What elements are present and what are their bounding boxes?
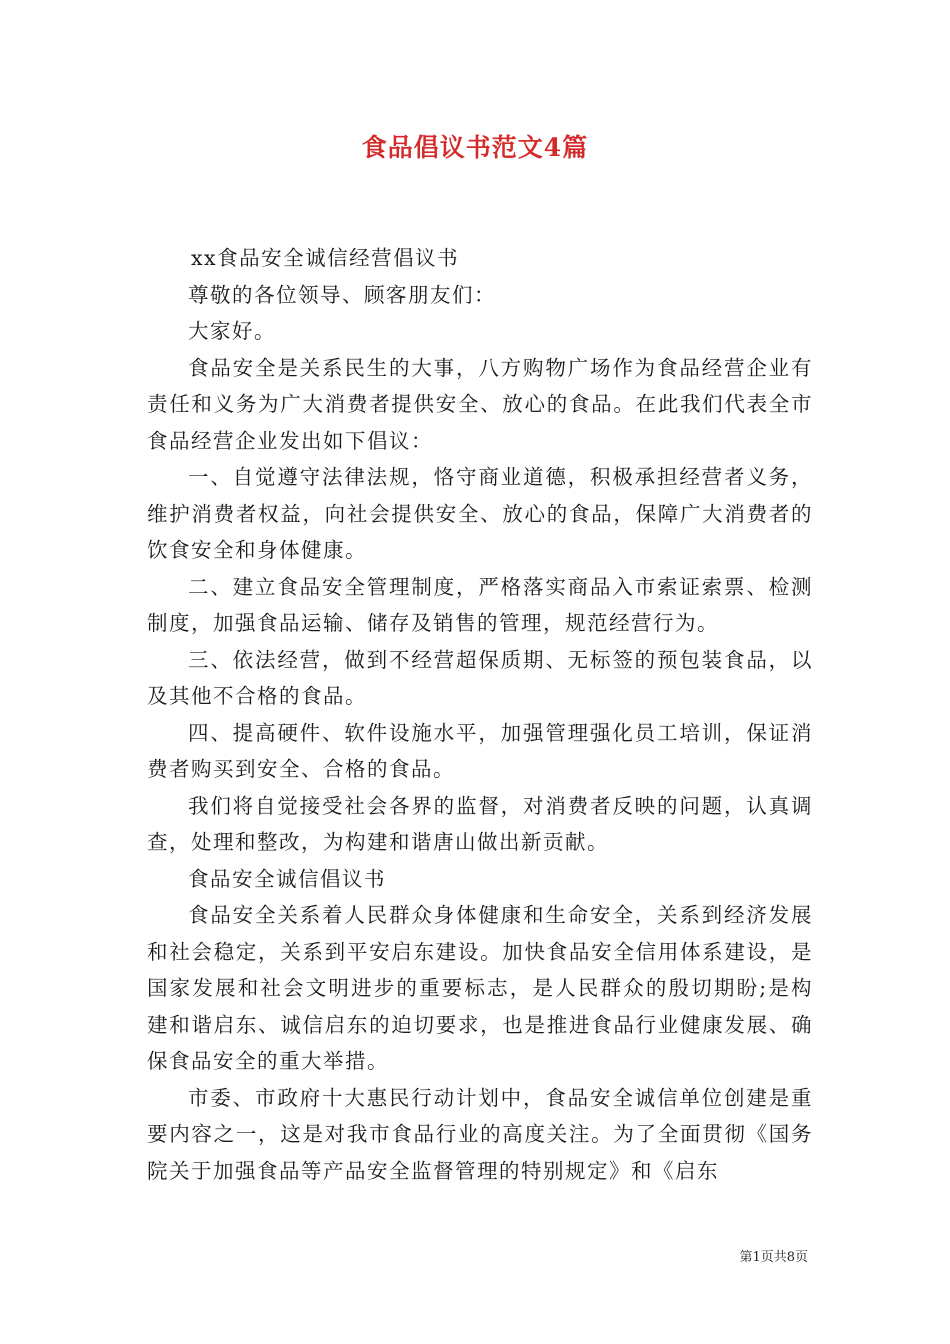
paragraph-salutation: 尊敬的各位领导、顾客朋友们： [188,282,496,307]
page-number: 第1页共8页 [739,1250,808,1265]
document-body [147,240,813,1189]
paragraph-greeting: 大家好。 [188,319,276,343]
document-title: 食品倡议书范文4篇 [361,133,589,162]
paragraph: 食品安全关系着人民群众身体健康和生命安全，关系到经济发展和社会稳定，关系到平安启东建设。加快食品安全信用体系建设，是国家发展和社会文明进步的重要标志，是人民群众的殷切期盼;是构建和谐启东、诚信启东的迫切要求，也是推进食品行业健康发展、确保食品安全的重大举措。 [147,903,813,1073]
paragraph: 食品安全是关系民生的大事，八方购物广场作为食品经营企业有责任和义务为广大消费者提供安全、放心的食品。在此我们代表全市食品经营企业发出如下倡议： [147,355,813,453]
paragraph: 我们将自觉接受社会各界的监督，对消费者反映的问题，认真调查，处理和整改，为构建和谐唐山做出新贡献。 [147,793,813,854]
paragraph-item-2: 二、建立食品安全管理制度，严格落实商品入市索证索票、检测制度，加强食品运输、储存及销售的管理，规范经营行为。 [147,574,813,635]
paragraph-heading-2: 食品安全诚信倡议书 [188,866,386,891]
paragraph-item-1: 一、自觉遵守法律法规，恪守商业道德，积极承担经营者义务，维护消费者权益，向社会提供安全、放心的食品，保障广大消费者的饮食安全和身体健康。 [147,465,813,562]
paragraph: 市委、市政府十大惠民行动计划中，食品安全诚信单位创建是重要内容之一，这是对我市食品行业的高度关注。为了全面贯彻《国务院关于加强食品等产品安全监督管理的特别规定》和《启东 [147,1085,813,1183]
paragraph-heading-1: xx食品安全诚信经营倡议书 [191,246,460,270]
paragraph-item-3: 三、依法经营，做到不经营超保质期、无标签的预包装食品，以及其他不合格的食品。 [147,647,813,708]
paragraph-item-4: 四、提高硬件、软件设施水平，加强管理强化员工培训，保证消费者购买到安全、合格的食品。 [147,720,813,781]
